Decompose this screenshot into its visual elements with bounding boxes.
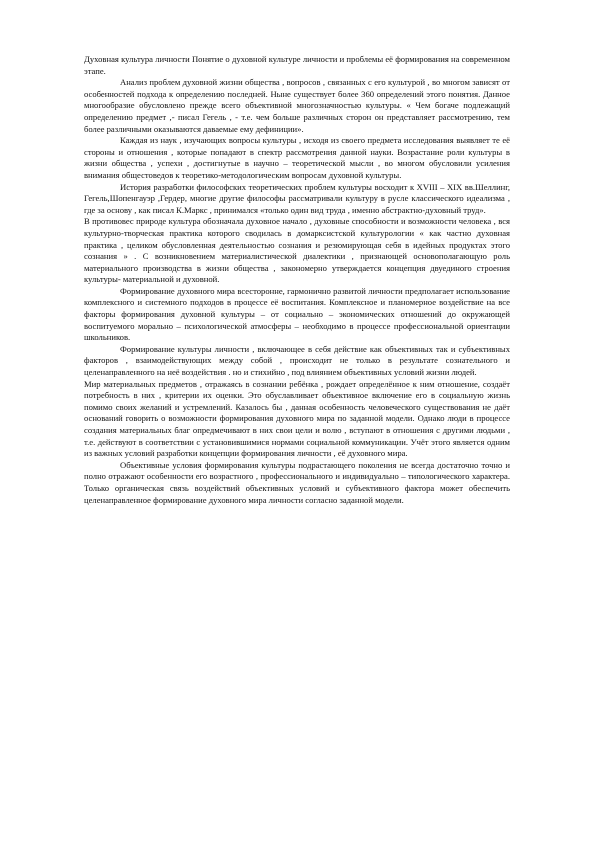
paragraph: Каждая из наук , изучающих вопросы культуры , исходя из своего предмета исследования выявляет те её стороны и отношения , которые попадают в спектр рассмотрения данной науки. Возрастание роли культуры в жизни общества , успехи , достигнутые в научно – теоретической мысли , во многом обусловили усиления внимания общестоведов к теоретико-методологическим вопросам духовной культуры. <box>84 135 510 180</box>
paragraph: История разработки философских теоретических проблем культуры восходит к XVIII – XIX вв.Шеллинг, Гегель,Шопенгауэр ,Гердер, многие другие философы рассматривали культуру в русле классического идеализма , где за основу , как писал К.Маркс , принимался «только один вид труда , именно абстрактно-духовный труд». <box>84 181 510 215</box>
document-page <box>84 54 510 506</box>
paragraph: Мир материальных предметов , отражаясь в сознании ребёнка , рождает определённое к ним отношение, создаёт потребность в них , критерии их оценки. Это обуславливает объективное включение его в социальную жизнь помимо своих желаний и устремлений. Казалось бы , данная особенность человеческого существования не даёт оснований говорить о возможности формирования духовного мира по заданной модели. Однако люди в процессе создания материальных благ опредмечивают в них свои цели и волю , вступают в отношения с другими людьми , т.е. действуют в соответствии с установившимися нормами социальной коммуникации. Учёт этого является одним из важных условий разработки концепции формирования личности , её духовного мира. <box>84 378 510 459</box>
paragraph: Анализ проблем духовной жизни общества , вопросов , связанных с его культурой , во многом зависят от особенностей подхода к определению последней. Ныне существует более 360 определений этого понятия. Данное многообразие обусловлено прежде всего объективной многозначностью культуры. « Чем богаче подлежащий определению предмет ,- писал Гегель , - т.е. чем больше различных сторон он представляет рассмотрению, тем более различными оказываются даваемые ему дефиниции». <box>84 77 510 134</box>
paragraph: Объективные условия формирования культуры подрастающего поколения не всегда достаточно точно и полно отражают особенности его возрастного , профессионального и индивидуально – типологического характера. Только органическая связь воздействий объективных условий и субъективного фактора может обеспечить целенаправленное формирование духовного мира личности согласно заданной модели. <box>84 459 510 505</box>
paragraph: Формирование духовного мира всесторонне, гармонично развитой личности предполагает использование комплексного и системного подходов в процессе её воспитания. Комплексное и планомерное воздействие на все факторы формирования духовной культуры – от социально – экономических отношений до окружающей воспитуемого морально – психологической атмосферы – необходимо в процессе профессиональной ориентации школьников. <box>84 285 510 343</box>
document-title: Духовная культура личности Понятие о духовной культуре личности и проблемы её формирования на современном этапе. <box>84 54 510 76</box>
paragraph: В противовес природе культура обозначала духовное начало , духовные способности и возможности человека , вся культурно-творческая практика которого сводилась в домарксистской культурологии « как частно духовная практика , целиком обусловленная деятельностью сознания и резюмирующая себя в идейных продуктах этого сознания » . С возникновением материалистической диалектики , признающей основополагающую роль материального производства в жизни общества , закономерно утверждается концепция двуединого строения культуры- материальной и духовной. <box>84 216 510 285</box>
document-body <box>84 77 510 506</box>
paragraph: Формирование культуры личности , включающее в себя действие как объективных так и субъективных факторов , взаимодействующих между собой , происходит не только в результате сознательного и целенаправленного на неё воздействия . но и стихийно , под влиянием объективных условий жизни людей. <box>84 343 510 378</box>
